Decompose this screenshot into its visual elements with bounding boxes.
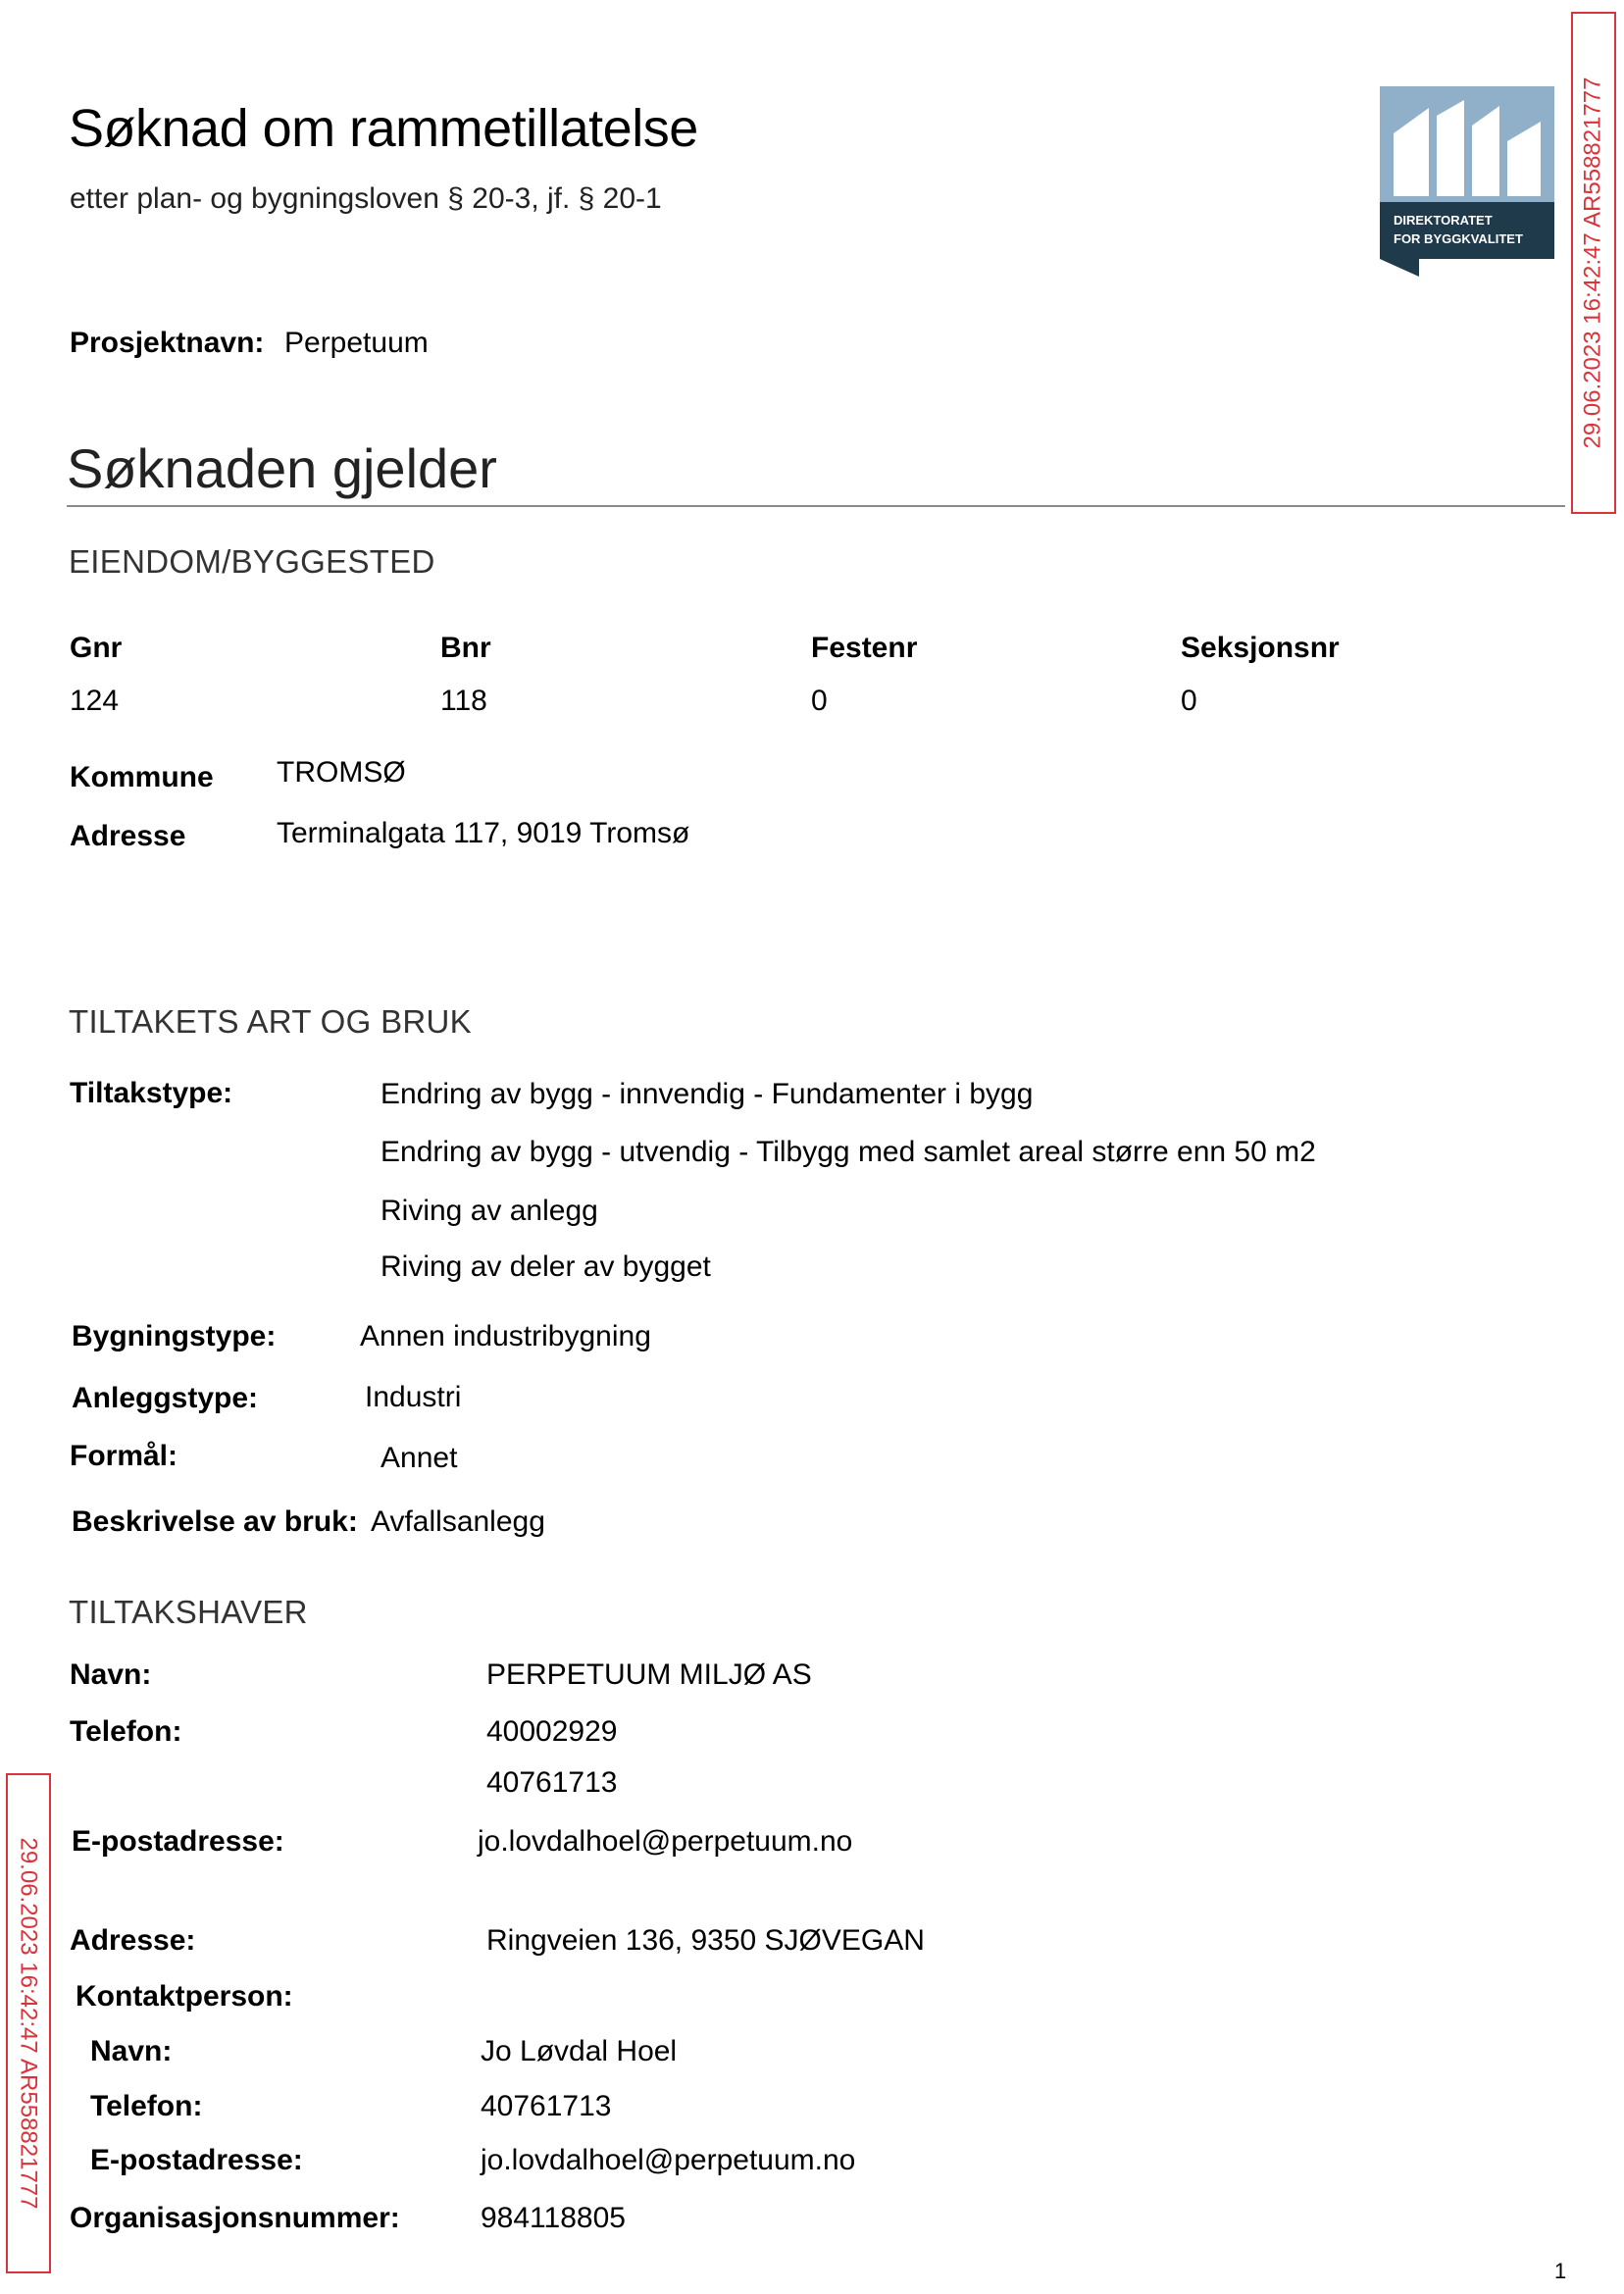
- tiltakstype-label: Tiltakstype:: [70, 1077, 233, 1109]
- project-name-label: Prosjektnavn:: [70, 327, 265, 359]
- tiltakstype-item: Riving av deler av bygget: [381, 1250, 711, 1283]
- bnr-value: 118: [440, 685, 487, 717]
- owner-phone-label: Telefon:: [70, 1715, 182, 1748]
- owner-name-value: PERPETUUM MILJØ AS: [486, 1658, 812, 1691]
- festenr-value: 0: [811, 685, 828, 717]
- festenr-label: Festenr: [811, 632, 918, 664]
- adresse-label: Adresse: [70, 820, 186, 852]
- tiltakstype-item: Endring av bygg - utvendig - Tilbygg med samlet areal større enn 50 m2: [381, 1136, 1316, 1168]
- anleggstype-label: Anleggstype:: [72, 1382, 259, 1414]
- contact-person-label: Kontaktperson:: [76, 1980, 293, 2013]
- kommune-value: TROMSØ: [277, 756, 406, 789]
- contact-phone-label: Telefon:: [90, 2090, 203, 2122]
- gnr-label: Gnr: [70, 632, 123, 664]
- bygningstype-label: Bygningstype:: [72, 1320, 277, 1352]
- contact-name-value: Jo Løvdal Hoel: [481, 2035, 678, 2067]
- document-subtitle: etter plan- og bygningsloven § 20-3, jf. § 20-1: [70, 182, 662, 215]
- page-number: 1: [1554, 2259, 1567, 2283]
- owner-phone-value: 40761713: [486, 1766, 618, 1799]
- beskrivelse-value: Avfallsanlegg: [371, 1505, 545, 1538]
- seksjonsnr-label: Seksjonsnr: [1181, 632, 1340, 664]
- kommune-label: Kommune: [70, 761, 214, 793]
- owner-email-label: E-postadresse:: [72, 1825, 284, 1858]
- property-heading: EIENDOM/BYGGESTED: [69, 543, 435, 580]
- orgnr-value: 984118805: [481, 2202, 626, 2234]
- orgnr-label: Organisasjonsnummer:: [70, 2202, 400, 2234]
- bnr-label: Bnr: [440, 632, 491, 664]
- received-stamp-bottom: 29.06.2023 16:42:47 AR558821777: [6, 1773, 51, 2273]
- beskrivelse-label: Beskrivelse av bruk:: [72, 1505, 358, 1538]
- dibk-logo: [1380, 86, 1554, 277]
- contact-phone-value: 40761713: [481, 2090, 612, 2122]
- owner-email-value: jo.lovdalhoel@perpetuum.no: [478, 1825, 853, 1858]
- owner-phone-value: 40002929: [486, 1715, 618, 1748]
- seksjonsnr-value: 0: [1181, 685, 1197, 717]
- owner-name-label: Navn:: [70, 1658, 152, 1691]
- tiltakstype-item: Riving av anlegg: [381, 1195, 598, 1227]
- section-divider: [67, 505, 1565, 507]
- anleggstype-value: Industri: [365, 1381, 462, 1413]
- section-title: Søknaden gjelder: [67, 437, 497, 499]
- contact-email-label: E-postadresse:: [90, 2144, 303, 2176]
- document-title: Søknad om rammetillatelse: [69, 99, 698, 158]
- tiltakstype-item: Endring av bygg - innvendig - Fundamenter i bygg: [381, 1078, 1034, 1110]
- owner-address-value: Ringveien 136, 9350 SJØVEGAN: [486, 1924, 925, 1957]
- received-stamp-top: 29.06.2023 16:42:47 AR558821777: [1571, 12, 1616, 514]
- adresse-value: Terminalgata 117, 9019 Tromsø: [277, 817, 690, 849]
- formal-label: Formål:: [70, 1440, 178, 1472]
- logo-line-2: FOR BYGGKVALITET: [1394, 231, 1523, 246]
- gnr-value: 124: [70, 685, 120, 717]
- measure-heading: TILTAKETS ART OG BRUK: [69, 1003, 472, 1040]
- owner-address-label: Adresse:: [70, 1924, 196, 1957]
- bygningstype-value: Annen industribygning: [360, 1320, 651, 1352]
- owner-heading: TILTAKSHAVER: [69, 1594, 308, 1630]
- contact-email-value: jo.lovdalhoel@perpetuum.no: [481, 2144, 856, 2176]
- formal-value: Annet: [381, 1442, 458, 1474]
- project-name-value: Perpetuum: [284, 327, 429, 359]
- logo-line-1: DIREKTORATET: [1394, 213, 1493, 228]
- contact-name-label: Navn:: [90, 2035, 173, 2067]
